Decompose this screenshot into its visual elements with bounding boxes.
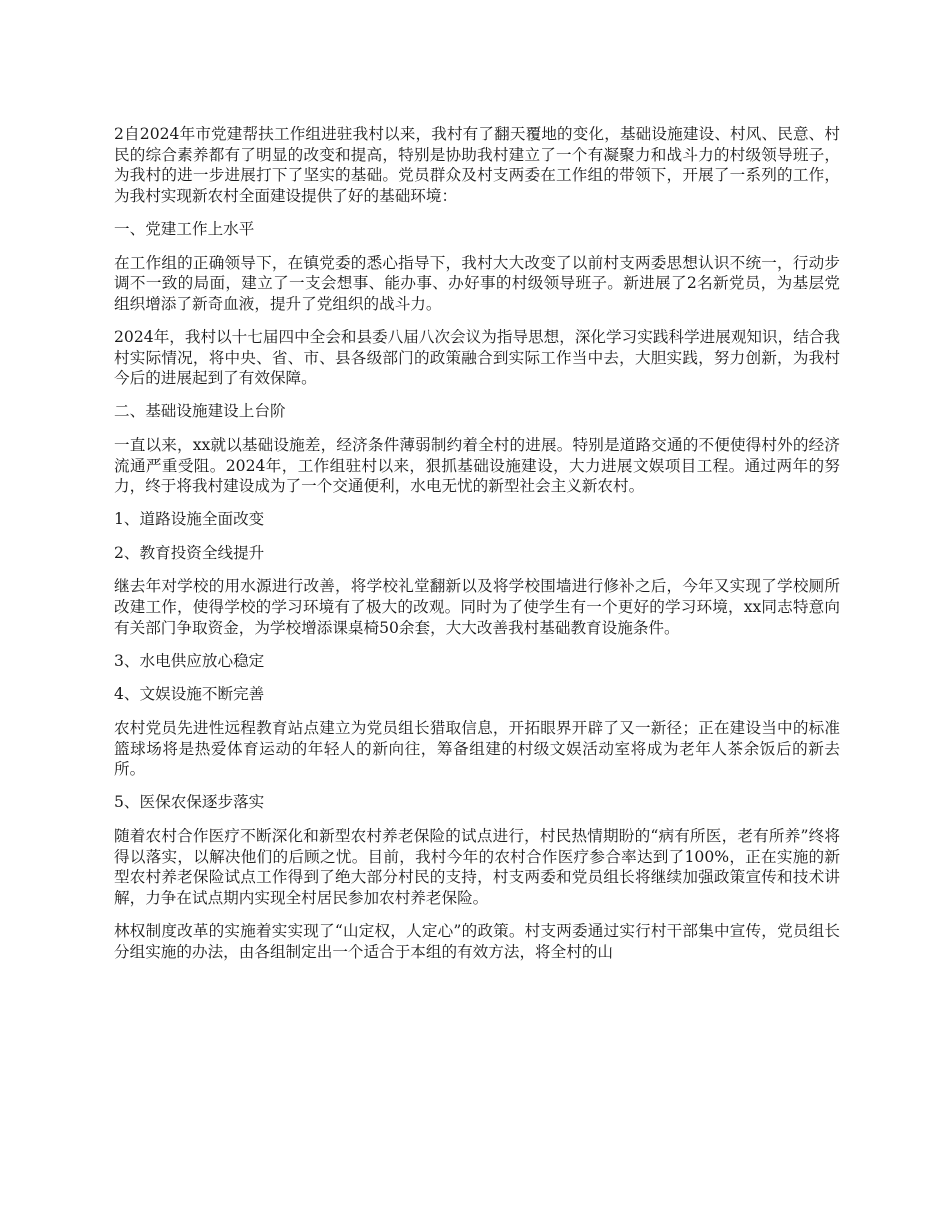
body-paragraph: 一直以来，xx就以基础设施差，经济条件薄弱制约着全村的进展。特别是道路交通的不便使得村外的经济流通严重受阻。2024年，工作组驻村以来，狠抓基础设施建设，大力进展文娱项目工程。通过两年的努力，终于将我村建设成为了一个交通便利，水电无忧的新型社会主义新农村。	[114, 435, 840, 496]
subheading-recreation: 4、文娱设施不断完善	[114, 685, 265, 704]
section-heading-party-building: 一、党建工作上水平	[114, 219, 255, 238]
body-paragraph: 随着农村合作医疗不断深化和新型农村养老保险的试点进行，村民热情期盼的“病有所医，老有所养”终将得以落实，以解决他们的后顾之忧。目前，我村今年的农村合作医疗参合率达到了100%，正在实施的新型农村养老保险试点工作得到了绝大部分村民的支持，村支两委和党员组长将继续加强政策宣传和技术讲解，力争在试点期内实现全村居民参加农村养老保险。	[114, 827, 840, 907]
body-paragraph: 林权制度改革的实施着实实现了“山定权，人定心”的政策。村支两委通过实行村干部集中宣传，党员组长分组实施的办法，由各组制定出一个适合于本组的有效方法，将全村的山	[114, 921, 840, 961]
body-paragraph: 继去年对学校的用水源进行改善，将学校礼堂翻新以及将学校围墙进行修补之后，今年又实现了学校厕所改建工作，使得学校的学习环境有了极大的改观。同时为了使学生有一个更好的学习环境，xx同志特意向有关部门争取资金，为学校增添课桌椅50余套，大大改善我村基础教育设施条件。	[114, 577, 840, 637]
subheading-roads: 1、道路设施全面改变	[114, 510, 265, 529]
body-paragraph: 农村党员先进性远程教育站点建立为党员组长猎取信息，开拓眼界开辟了又一新径；正在建设当中的标准篮球场将是热爱体育运动的年轻人的新向往，筹备组建的村级文娱活动室将成为老年人茶余饭后的新去所。	[114, 719, 840, 779]
subheading-insurance: 5、医保农保逐步落实	[114, 793, 265, 812]
subheading-water-power: 3、水电供应放心稳定	[114, 651, 265, 670]
intro-paragraph: 2自2024年市党建帮扶工作组进驻我村以来，我村有了翻天覆地的变化，基础设施建设、村风、民意、村民的综合素养都有了明显的改变和提高，特别是协助我村建立了一个有凝聚力和战斗力的村级领导班子，为我村的进一步进展打下了坚实的基础。党员群众及村支两委在工作组的带领下，开展了一系列的工作，为我村实现新农村全面建设提供了好的基础环境：	[114, 125, 840, 205]
document-body	[114, 124, 840, 975]
section-heading-infrastructure: 二、基础设施建设上台阶	[114, 402, 286, 421]
body-paragraph: 在工作组的正确领导下，在镇党委的悉心指导下，我村大大改变了以前村支两委思想认识不统一，行动步调不一致的局面，建立了一支会想事、能办事、办好事的村级领导班子。新进展了2名新党员，为基层党组织增添了新奇血液，提升了党组织的战斗力。	[114, 253, 840, 313]
subheading-education: 2、教育投资全线提升	[114, 543, 265, 562]
body-paragraph: 2024年，我村以十七届四中全会和县委八届八次会议为指导思想，深化学习实践科学进展观知识，结合我村实际情况，将中央、省、市、县各级部门的政策融合到实际工作当中去，大胆实践，努力创新，为我村今后的进展起到了有效保障。	[114, 327, 840, 388]
